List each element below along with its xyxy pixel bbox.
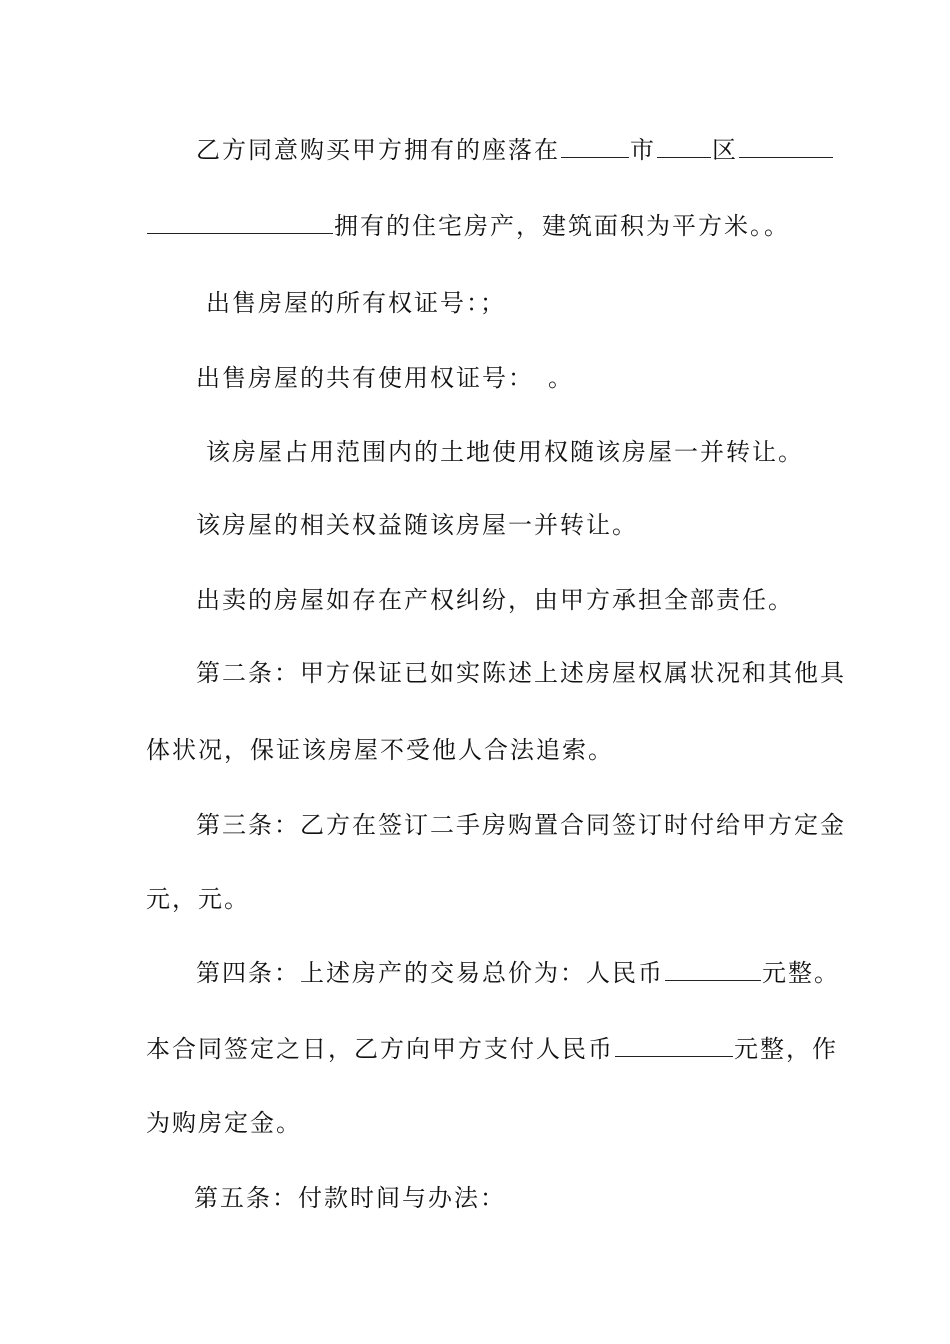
paragraph-line	[146, 1107, 302, 1139]
paragraph-line	[196, 957, 840, 989]
fill-blank	[739, 135, 833, 158]
fill-blank	[615, 1034, 733, 1057]
line-text: 本合同签定之日，乙方向甲方支付人民币	[146, 1035, 614, 1063]
line-text: 该房屋的相关权益随该房屋一并转让。	[196, 511, 638, 539]
line-text: 该房屋占用范围内的土地使用权随该房屋一并转让。	[206, 438, 804, 466]
paragraph-line	[146, 210, 790, 242]
paragraph-line	[146, 734, 614, 766]
line-text: 第五条：付款时间与办法：	[194, 1184, 506, 1212]
paragraph-line	[196, 809, 846, 841]
line-text: 出卖的房屋如存在产权纠纷，由甲方承担全部责任。	[196, 586, 794, 614]
line-text: 第四条：上述房产的交易总价为：人民币	[196, 959, 664, 987]
paragraph-line	[206, 287, 506, 319]
line-text: 出售房屋的所有权证号：；	[206, 289, 506, 317]
paragraph-line	[196, 584, 794, 616]
paragraph-line	[206, 436, 804, 468]
paragraph-line	[146, 1033, 838, 1065]
line-text: 市	[630, 136, 656, 164]
line-text: 区	[712, 136, 738, 164]
paragraph-line	[196, 509, 638, 541]
line-text: 体状况，保证该房屋不受他人合法追索。	[146, 736, 614, 764]
paragraph-line	[146, 883, 250, 915]
line-text: 第三条：乙方在签订二手房购置合同签订时付给甲方定金	[196, 811, 846, 839]
line-text: 元，元。	[146, 885, 250, 913]
fill-blank	[657, 135, 711, 158]
line-text: 为购房定金。	[146, 1109, 302, 1137]
paragraph-line	[196, 134, 834, 166]
fill-blank	[665, 958, 761, 981]
line-text: 元整，作	[734, 1035, 838, 1063]
fill-blank	[147, 211, 333, 234]
line-text: 乙方同意购买甲方拥有的座落在	[196, 136, 560, 164]
line-text: 第二条：甲方保证已如实陈述上述房屋权属状况和其他具	[196, 659, 846, 687]
paragraph-line	[196, 362, 574, 394]
line-text: 元整。	[762, 959, 840, 987]
paragraph-line	[196, 657, 846, 689]
fill-blank	[561, 135, 629, 158]
line-text: 出售房屋的共有使用权证号： 。	[196, 364, 574, 392]
line-text: 拥有的住宅房产，建筑面积为平方米。。	[334, 212, 790, 240]
paragraph-line	[194, 1182, 506, 1214]
